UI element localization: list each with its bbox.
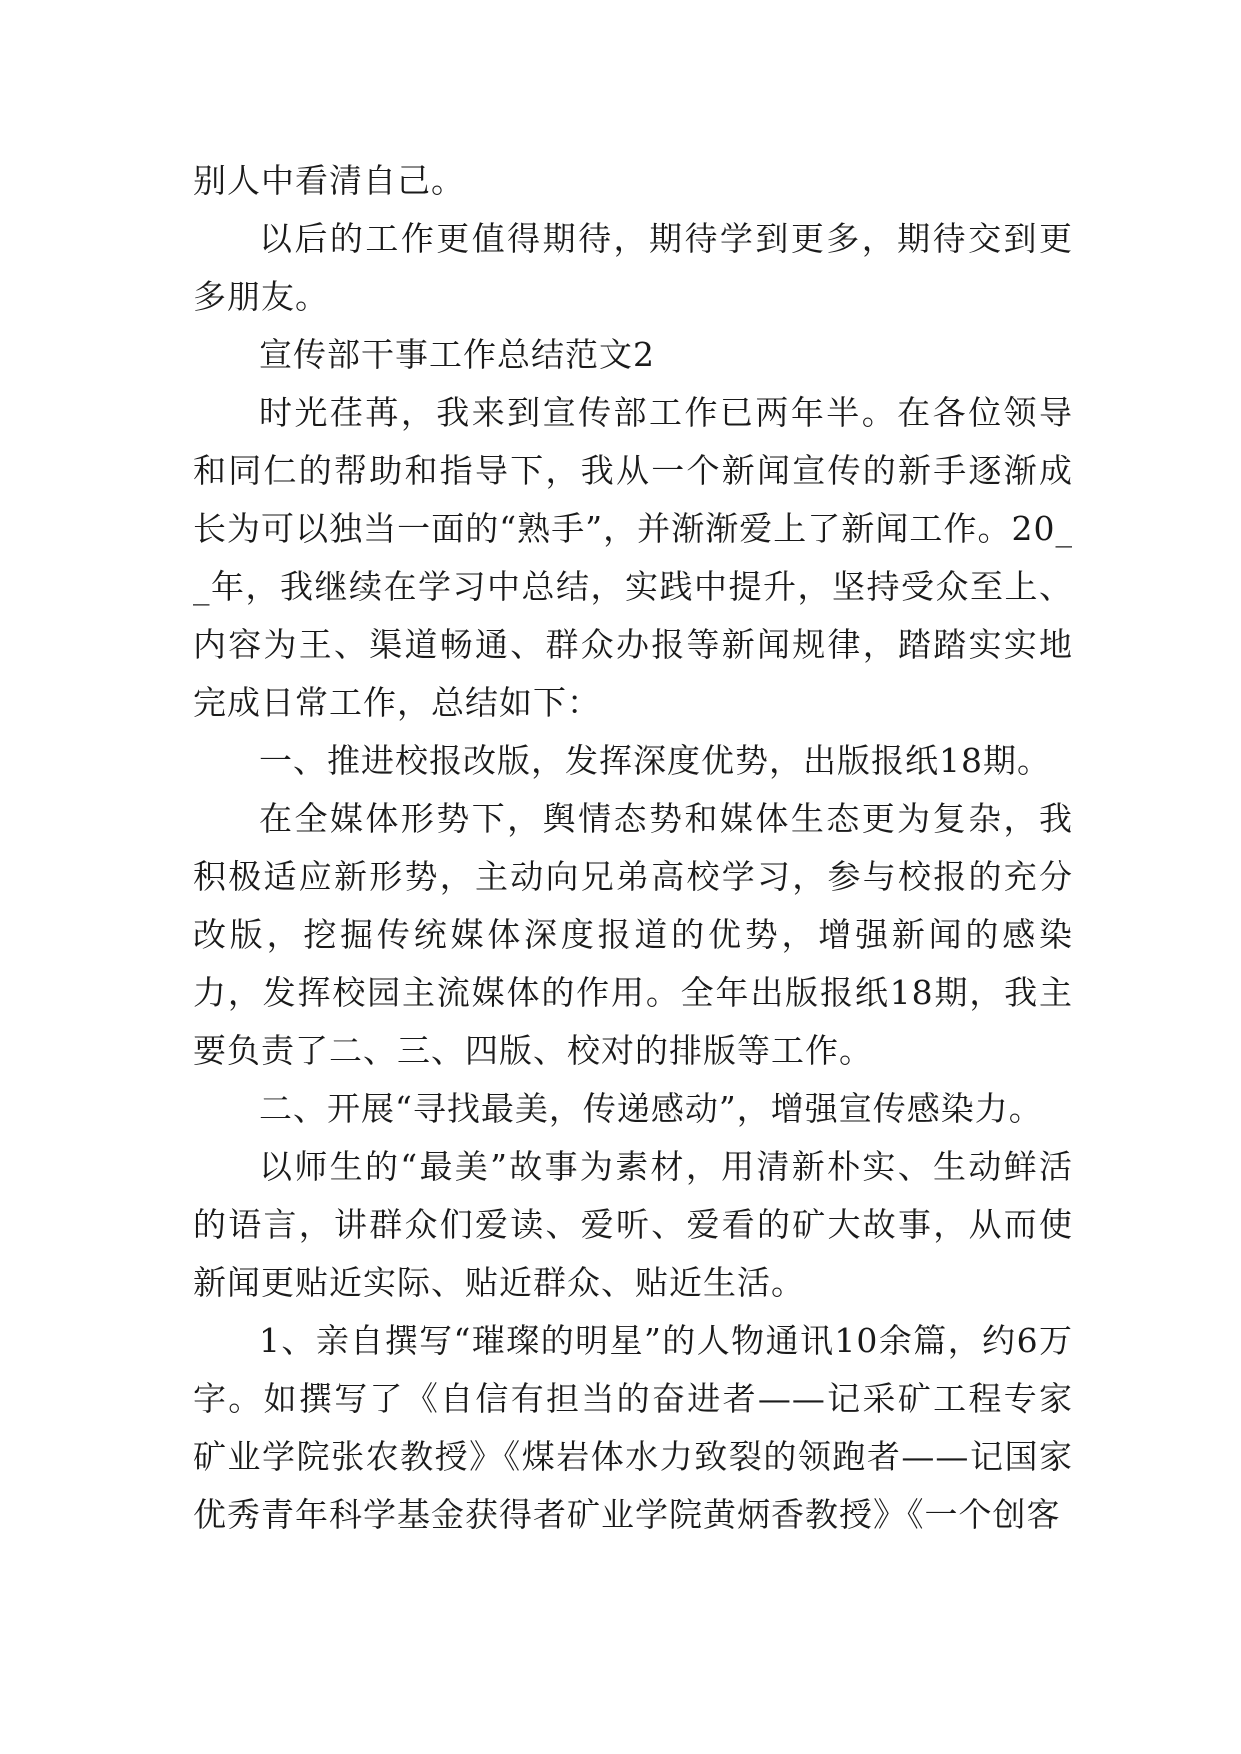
section-title: 宣传部干事工作总结范文2 — [259, 335, 655, 374]
paragraph-intro: 时光荏苒，我来到宣传部工作已两年半。在各位领导和同仁的帮助和指导下，我从一个新闻宣传的新手逐渐成长为可以独当一面的“熟手”，并渐渐爱上了新闻工作。20__年，我继续在学习中总结，实践中提升，坚持受众至上、内容为王、渠道畅通、群众办报等新闻规律，踏踏实实地完成日常工作，总结如下： — [193, 393, 1073, 722]
paragraph-1: 别人中看清自己。 — [193, 161, 465, 200]
document-body — [193, 152, 1073, 1544]
paragraph-2: 以后的工作更值得期待，期待学到更多，期待交到更多朋友。 — [193, 219, 1073, 316]
heading-item-one: 一、推进校报改版，发挥深度优势，出版报纸18期。 — [259, 741, 1051, 780]
paragraph-item-two: 以师生的“最美”故事为素材，用清新朴实、生动鲜活的语言，讲群众们爱读、爱听、爱看的矿大故事，从而使新闻更贴近实际、贴近群众、贴近生活。 — [193, 1147, 1073, 1302]
paragraph-subitem-1: 1、亲自撰写“璀璨的明星”的人物通讯10余篇，约6万字。如撰写了《自信有担当的奋进者——记采矿工程专家矿业学院张农教授》《煤岩体水力致裂的领跑者——记国家优秀青年科学基金获得者矿业学院黄炳香教授》《一个创客 — [193, 1321, 1073, 1534]
paragraph-item-one: 在全媒体形势下，舆情态势和媒体生态更为复杂，我积极适应新形势，主动向兄弟高校学习，参与校报的充分改版，挖掘传统媒体深度报道的优势，增强新闻的感染力，发挥校园主流媒体的作用。全年出版报纸18期，我主要负责了二、三、四版、校对的排版等工作。 — [193, 799, 1073, 1070]
heading-item-two: 二、开展“寻找最美，传递感动”，增强宣传感染力。 — [259, 1089, 1043, 1128]
